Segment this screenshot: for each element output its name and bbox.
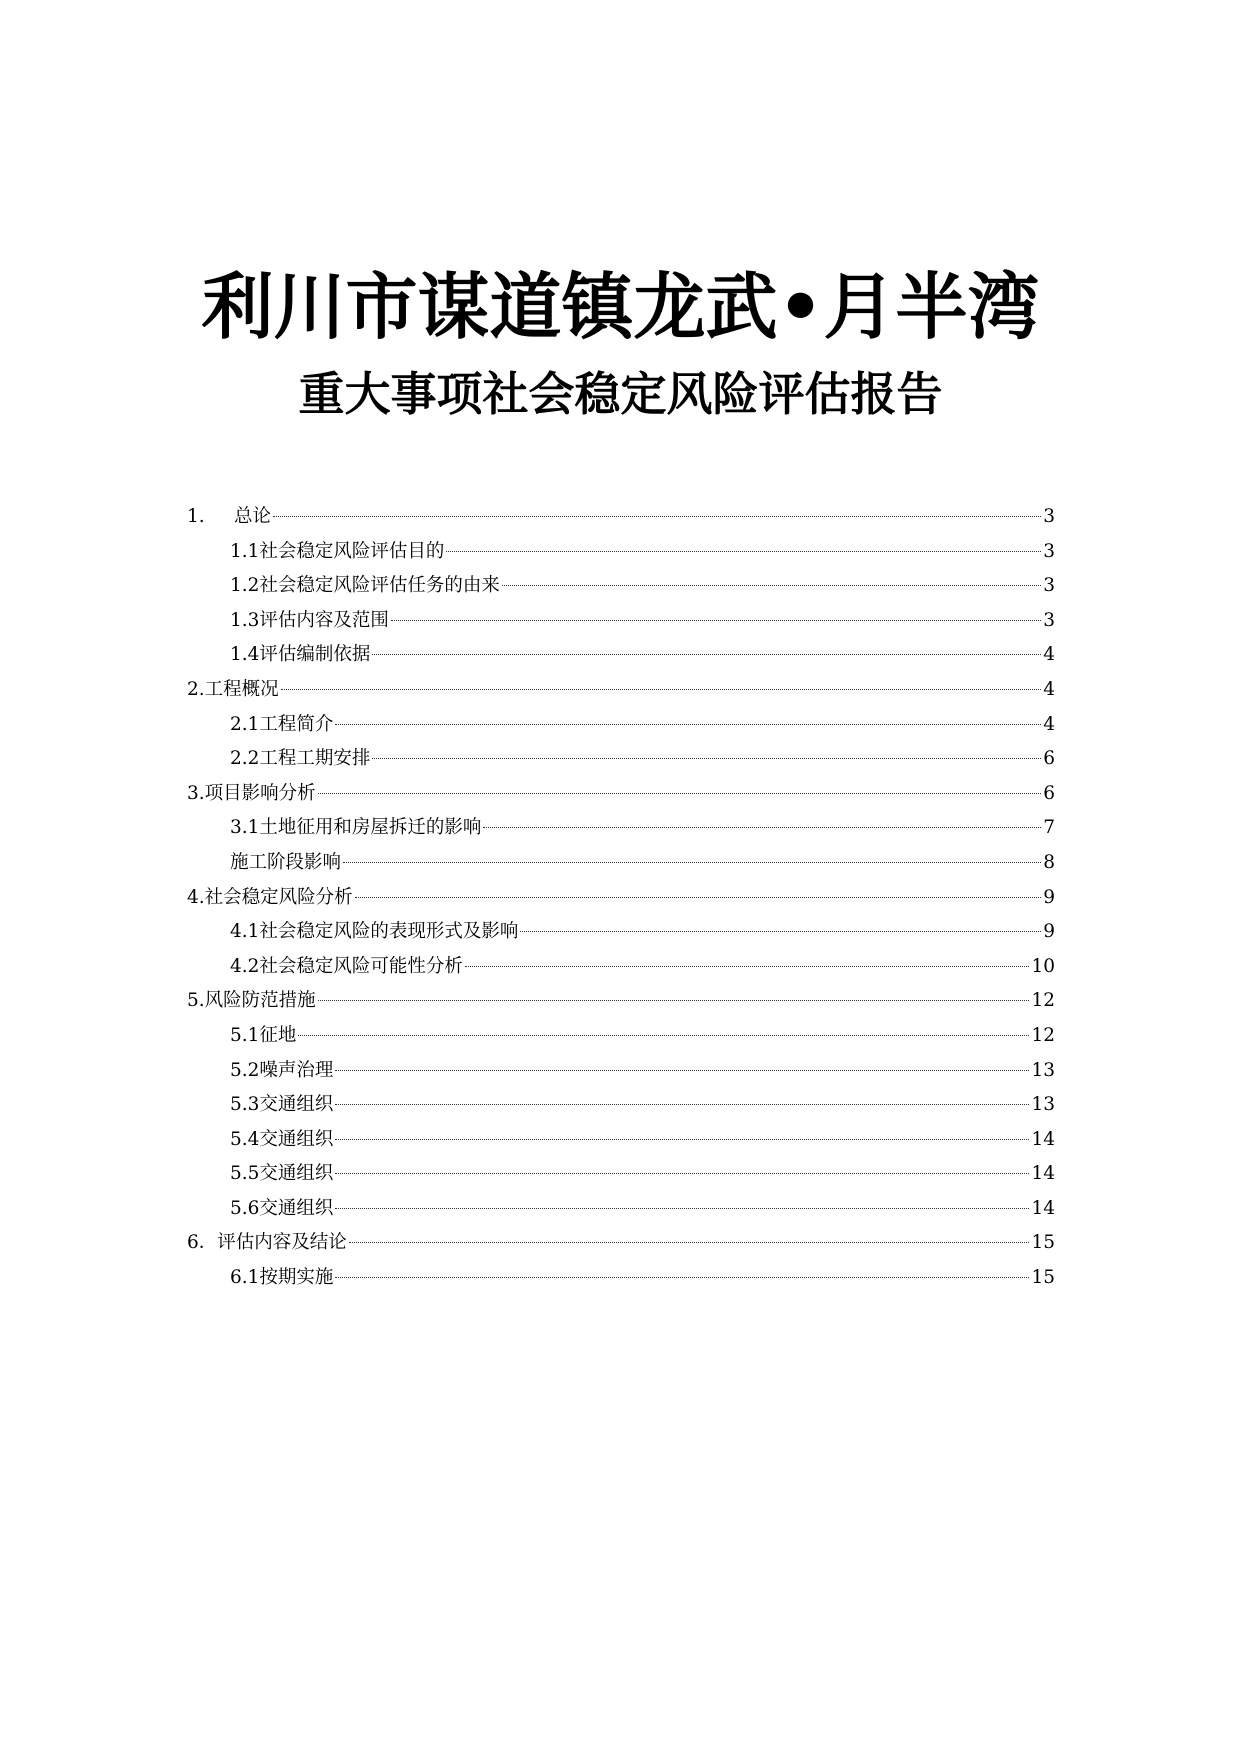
toc-entry-title: 社会稳定风险分析 [204, 886, 353, 908]
toc-entry[interactable] [187, 500, 1055, 535]
toc-dot-leader [355, 897, 1042, 898]
toc-entry-number: 5.2 [230, 1059, 260, 1081]
toc-dot-leader [335, 1139, 1029, 1140]
toc-entry-page-number: 12 [1031, 990, 1055, 1012]
toc-entry-page-number: 15 [1031, 1232, 1055, 1254]
toc-dot-leader [335, 724, 1041, 725]
toc-entry-number: 3.1 [230, 817, 260, 839]
toc-entry-page-number: 3 [1043, 609, 1055, 631]
toc-entry[interactable] [187, 1192, 1055, 1227]
toc-entry-title: 评估内容及范围 [259, 609, 389, 631]
toc-entry-title: 交通组织 [259, 1197, 334, 1219]
toc-dot-leader [335, 1277, 1029, 1278]
toc-dot-leader [520, 931, 1041, 932]
document-subtitle: 重大事项社会稳定风险评估报告 [298, 367, 943, 421]
toc-entry-title: 征地 [259, 1024, 297, 1046]
toc-entry-number: 3. [187, 782, 205, 804]
toc-entry-title: 社会稳定风险评估任务的由来 [259, 575, 500, 597]
toc-entry[interactable] [187, 742, 1055, 777]
toc-dot-leader [465, 966, 1030, 967]
toc-entry-page-number: 3 [1043, 540, 1055, 562]
toc-entry[interactable] [187, 950, 1055, 985]
toc-entry-title: 交通组织 [259, 1094, 334, 1116]
toc-dot-leader [335, 1104, 1029, 1105]
toc-entry-title: 社会稳定风险可能性分析 [259, 955, 463, 977]
toc-entry-title: 评估内容及结论 [217, 1232, 347, 1254]
toc-entry-title: 噪声治理 [259, 1059, 334, 1081]
toc-entry-number: 1. [187, 506, 205, 527]
toc-entry-number: 4. [187, 886, 205, 908]
toc-entry-page-number: 9 [1043, 886, 1055, 908]
toc-entry-number: 2.1 [230, 713, 260, 735]
toc-dot-leader [483, 827, 1041, 828]
toc-entry-title: 工程概况 [204, 678, 279, 700]
toc-entry-page-number: 3 [1043, 506, 1055, 527]
toc-entry-number: 6.1 [230, 1267, 260, 1289]
toc-entry-number: 5.6 [230, 1197, 260, 1219]
toc-dot-leader [335, 1208, 1029, 1209]
toc-entry-title: 交通组织 [259, 1163, 334, 1185]
toc-entry[interactable] [187, 1054, 1055, 1089]
toc-entry-page-number: 10 [1031, 955, 1055, 977]
toc-entry-page-number: 4 [1043, 678, 1055, 700]
toc-entry[interactable] [187, 881, 1055, 916]
toc-entry-number: 6． [187, 1232, 218, 1254]
toc-entry-page-number: 9 [1043, 921, 1055, 943]
toc-entry[interactable] [187, 984, 1055, 1019]
toc-dot-leader [349, 1242, 1030, 1243]
toc-entry-number: 1.3 [230, 609, 260, 631]
toc-dot-leader [318, 793, 1042, 794]
toc-entry[interactable] [187, 604, 1055, 639]
toc-entry-title: 土地征用和房屋拆迁的影响 [259, 817, 482, 839]
toc-entry-page-number: 13 [1031, 1094, 1055, 1116]
toc-entry-page-number: 6 [1043, 748, 1055, 770]
toc-entry[interactable] [187, 708, 1055, 743]
toc-entry[interactable] [187, 638, 1055, 673]
toc-dot-leader [298, 1035, 1029, 1036]
toc-entry-page-number: 4 [1043, 713, 1055, 735]
toc-entry-number: 1.1 [230, 540, 260, 562]
toc-entry[interactable] [187, 673, 1055, 708]
toc-entry-title: 总论 [234, 506, 272, 527]
toc-entry[interactable] [187, 846, 1055, 881]
toc-entry-number: 5.3 [230, 1094, 260, 1116]
toc-dot-leader [372, 758, 1041, 759]
toc-entry-number: 5. [187, 990, 205, 1012]
toc-entry-number: 2.2 [230, 748, 260, 770]
toc-entry-page-number: 8 [1043, 851, 1055, 873]
toc-entry-page-number: 7 [1043, 817, 1055, 839]
toc-entry-page-number: 14 [1031, 1163, 1055, 1185]
toc-entry-title: 风险防范措施 [204, 990, 316, 1012]
toc-entry-page-number: 4 [1043, 644, 1055, 666]
toc-entry[interactable] [187, 1157, 1055, 1192]
toc-entry-page-number: 6 [1043, 782, 1055, 804]
toc-entry-number: 2. [187, 678, 205, 700]
toc-entry-title: 按期实施 [259, 1267, 334, 1289]
toc-entry[interactable] [187, 1261, 1055, 1296]
toc-entry[interactable] [187, 1019, 1055, 1054]
toc-entry-title: 评估编制依据 [259, 644, 371, 666]
toc-dot-leader [335, 1070, 1029, 1071]
toc-dot-leader [502, 585, 1041, 586]
toc-entry[interactable] [187, 569, 1055, 604]
toc-entry-number: 5.1 [230, 1024, 260, 1046]
toc-entry-number: 5.4 [230, 1128, 260, 1150]
toc-entry-title: 社会稳定风险评估目的 [259, 540, 445, 562]
toc-entry[interactable] [187, 1088, 1055, 1123]
toc-dot-leader [391, 620, 1041, 621]
toc-entry-number: 1.2 [230, 575, 260, 597]
toc-entry-number: 4.2 [230, 955, 260, 977]
toc-entry-title: 工程简介 [259, 713, 334, 735]
toc-entry-number: 1.4 [230, 644, 260, 666]
toc-entry[interactable] [187, 1226, 1055, 1261]
document-title: 利川市谋道镇龙武•月半湾 [201, 265, 1040, 349]
toc-entry-title: 社会稳定风险的表现形式及影响 [259, 921, 519, 943]
toc-entry-page-number: 12 [1031, 1024, 1055, 1046]
toc-entry[interactable] [187, 1123, 1055, 1158]
toc-entry-title: 施工阶段影响 [230, 851, 342, 873]
toc-entry[interactable] [187, 811, 1055, 846]
toc-entry-title: 工程工期安排 [259, 748, 371, 770]
toc-entry[interactable] [187, 535, 1055, 570]
toc-entry-title: 交通组织 [259, 1128, 334, 1150]
toc-dot-leader [273, 516, 1041, 517]
toc-entry[interactable] [187, 777, 1055, 812]
toc-entry-number: 5.5 [230, 1163, 260, 1185]
toc-entry-page-number: 14 [1031, 1197, 1055, 1219]
toc-dot-leader [372, 654, 1041, 655]
toc-entry-page-number: 13 [1031, 1059, 1055, 1081]
toc-entry-page-number: 14 [1031, 1128, 1055, 1150]
toc-entry-title: 项目影响分析 [204, 782, 316, 804]
toc-entry-page-number: 3 [1043, 575, 1055, 597]
toc-entry[interactable] [187, 915, 1055, 950]
toc-dot-leader [318, 1000, 1030, 1001]
toc-dot-leader [343, 862, 1041, 863]
toc-dot-leader [446, 551, 1041, 552]
toc-entry-number: 4.1 [230, 921, 260, 943]
table-of-contents [187, 500, 1055, 1296]
toc-dot-leader [281, 689, 1042, 690]
toc-entry-page-number: 15 [1031, 1267, 1055, 1289]
toc-dot-leader [335, 1173, 1029, 1174]
